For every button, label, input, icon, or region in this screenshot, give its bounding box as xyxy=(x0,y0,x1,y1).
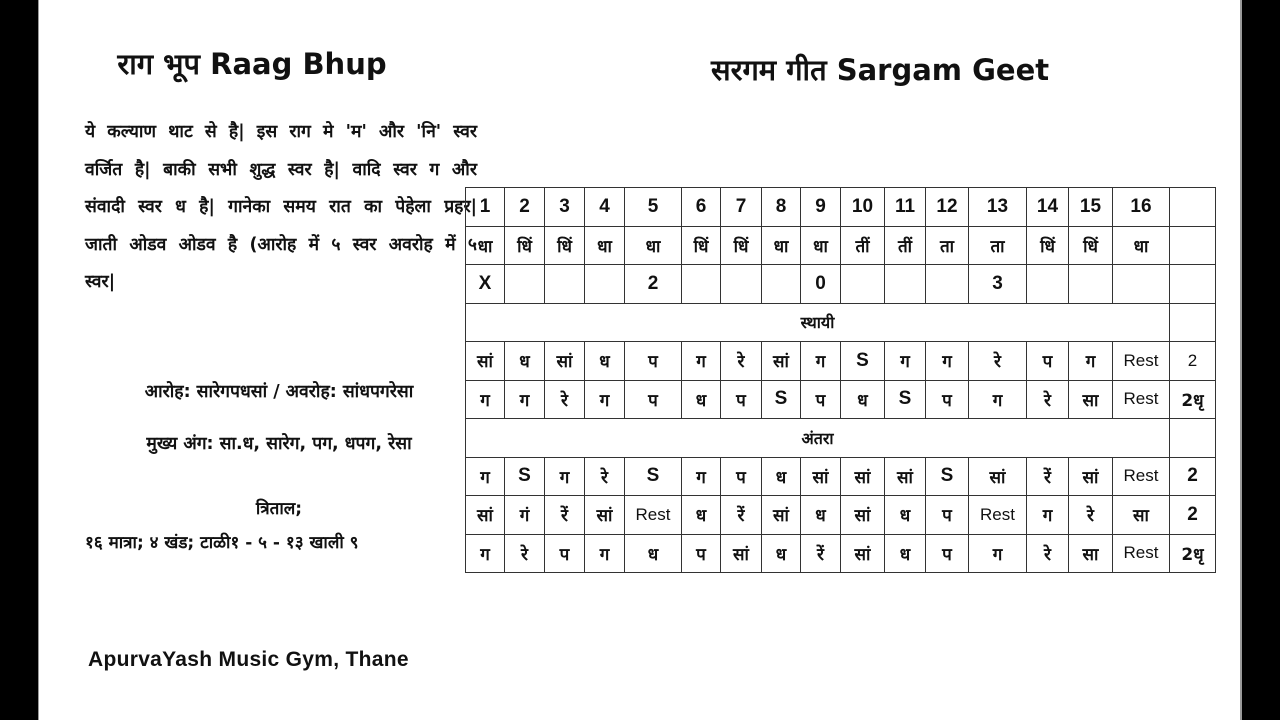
sargam-geet-title: सरगम गीत Sargam Geet xyxy=(711,53,1050,87)
antara-label: अंतरा xyxy=(466,419,1170,458)
mark-cell: 3 xyxy=(969,265,1027,304)
swar-cell: ध xyxy=(625,534,682,573)
tala-title: त्रिताल; xyxy=(255,499,303,519)
swar-cell: गं xyxy=(505,496,545,535)
beat-cell: 10 xyxy=(841,188,885,227)
antara-row xyxy=(466,457,1216,496)
beat-number-row xyxy=(466,188,1216,227)
bol-cell: धा xyxy=(466,226,505,265)
mark-cell: X xyxy=(466,265,505,304)
sthayi-row xyxy=(466,342,1216,381)
swar-cell: प xyxy=(625,380,682,419)
mark-cell xyxy=(762,265,801,304)
repeat-cell: 2धृ xyxy=(1170,380,1216,419)
swar-cell: S xyxy=(505,457,545,496)
bol-cell: ता xyxy=(969,226,1027,265)
swar-cell: प xyxy=(926,380,969,419)
beat-cell: 1 xyxy=(466,188,505,227)
swar-cell: सां xyxy=(969,457,1027,496)
mark-cell xyxy=(721,265,762,304)
bol-cell: धा xyxy=(801,226,841,265)
swar-cell: S xyxy=(841,342,885,381)
swar-cell: ग xyxy=(466,457,505,496)
swar-cell: ध xyxy=(682,380,721,419)
repeat-cell: 2 xyxy=(1170,457,1216,496)
mark-cell xyxy=(841,265,885,304)
swar-cell: प xyxy=(1027,342,1069,381)
beat-cell: 11 xyxy=(885,188,926,227)
swar-cell: प xyxy=(721,457,762,496)
tala-description: १६ मात्रा; ४ खंड; टाळी१ - ५ - १३ खाली ९ xyxy=(85,533,359,553)
swar-cell: Rest xyxy=(1113,342,1170,381)
tali-khali-row xyxy=(466,265,1216,304)
swar-cell: प xyxy=(926,534,969,573)
empty-cell xyxy=(1170,419,1216,458)
bol-cell: धा xyxy=(585,226,625,265)
swar-cell: ध xyxy=(585,342,625,381)
repeat-cell: 2धृ xyxy=(1170,534,1216,573)
mark-cell xyxy=(1113,265,1170,304)
swar-cell: प xyxy=(625,342,682,381)
beat-cell: 3 xyxy=(545,188,585,227)
swar-cell: ग xyxy=(1027,496,1069,535)
swar-cell: ध xyxy=(682,496,721,535)
swar-cell: Rest xyxy=(1113,457,1170,496)
swar-cell: ग xyxy=(682,457,721,496)
swar-cell: ग xyxy=(585,534,625,573)
swar-cell: रें xyxy=(545,496,585,535)
mark-cell xyxy=(926,265,969,304)
sthayi-row xyxy=(466,380,1216,419)
swar-cell: सां xyxy=(545,342,585,381)
antara-row xyxy=(466,496,1216,535)
swar-cell: ग xyxy=(969,380,1027,419)
bol-cell: धा xyxy=(1113,226,1170,265)
swar-cell: सां xyxy=(466,496,505,535)
beat-cell: 16 xyxy=(1113,188,1170,227)
swar-cell: प xyxy=(926,496,969,535)
swar-cell: ग xyxy=(466,380,505,419)
beat-cell: 5 xyxy=(625,188,682,227)
swar-cell: प xyxy=(545,534,585,573)
swar-cell: रे xyxy=(505,534,545,573)
antara-header-row xyxy=(466,419,1216,458)
swar-cell: सां xyxy=(762,496,801,535)
mark-cell: 0 xyxy=(801,265,841,304)
footer-credit: ApurvaYash Music Gym, Thane xyxy=(88,648,409,671)
swar-cell: ध xyxy=(885,496,926,535)
beat-cell: 12 xyxy=(926,188,969,227)
swar-cell: सा xyxy=(1069,380,1113,419)
swar-cell: सा xyxy=(1113,496,1170,535)
swar-cell: सां xyxy=(841,496,885,535)
swar-cell: रें xyxy=(801,534,841,573)
swar-cell: सां xyxy=(585,496,625,535)
raag-description: ये कल्याण थाट से है| इस राग मे 'म' और 'नि' स्वर वर्जित है| बाकी सभी शुद्ध स्वर है| वादि स्वर ग और संवादी स्वर ध है| गानेका समय रात का पेहेला प्रहर| जाती ओडव ओडव है (आरोह में ५ स्वर अवरोह में ५ स्वर| xyxy=(85,122,477,293)
swar-cell: सां xyxy=(885,457,926,496)
swar-cell: ग xyxy=(926,342,969,381)
swar-cell: ग xyxy=(801,342,841,381)
bol-cell: तीं xyxy=(841,226,885,265)
swar-cell: सां xyxy=(841,534,885,573)
swar-cell: Rest xyxy=(969,496,1027,535)
swar-cell: सां xyxy=(841,457,885,496)
swar-cell: ग xyxy=(466,534,505,573)
beat-cell: 2 xyxy=(505,188,545,227)
antara-row xyxy=(466,534,1216,573)
bol-cell xyxy=(1170,226,1216,265)
swar-cell: ग xyxy=(1069,342,1113,381)
swar-cell: S xyxy=(885,380,926,419)
bol-cell: ता xyxy=(926,226,969,265)
mark-cell xyxy=(1069,265,1113,304)
beat-cell: 7 xyxy=(721,188,762,227)
beat-cell: 9 xyxy=(801,188,841,227)
swar-cell: Rest xyxy=(1113,534,1170,573)
mark-cell xyxy=(1170,265,1216,304)
mark-cell xyxy=(545,265,585,304)
swar-cell: ग xyxy=(585,380,625,419)
beat-cell xyxy=(1170,188,1216,227)
beat-cell: 13 xyxy=(969,188,1027,227)
swar-cell: सां xyxy=(466,342,505,381)
swar-cell: सां xyxy=(762,342,801,381)
empty-cell xyxy=(1170,303,1216,342)
swar-cell: रे xyxy=(1027,380,1069,419)
swar-cell: ग xyxy=(545,457,585,496)
mark-cell xyxy=(1027,265,1069,304)
swar-cell: Rest xyxy=(1113,380,1170,419)
swar-cell: S xyxy=(926,457,969,496)
raag-title: राग भूप Raag Bhup xyxy=(117,47,387,81)
swar-cell: रें xyxy=(1027,457,1069,496)
sthayi-header-row xyxy=(466,303,1216,342)
swar-cell: ध xyxy=(885,534,926,573)
swar-cell: रे xyxy=(969,342,1027,381)
swar-cell: Rest xyxy=(625,496,682,535)
swar-cell: सां xyxy=(1069,457,1113,496)
beat-cell: 8 xyxy=(762,188,801,227)
swar-cell: प xyxy=(721,380,762,419)
mark-cell xyxy=(505,265,545,304)
swar-cell: रे xyxy=(721,342,762,381)
swar-cell: प xyxy=(801,380,841,419)
beat-cell: 6 xyxy=(682,188,721,227)
sthayi-label: स्थायी xyxy=(466,303,1170,342)
bol-cell: धिं xyxy=(545,226,585,265)
mark-cell xyxy=(585,265,625,304)
swar-cell: सां xyxy=(801,457,841,496)
bol-cell: तीं xyxy=(885,226,926,265)
bol-cell: धिं xyxy=(682,226,721,265)
swar-cell: ग xyxy=(682,342,721,381)
mukhya-ang: मुख्य अंग: सा.ध, सारेग, पग, धपग, रेसा xyxy=(146,434,412,454)
swar-cell: ध xyxy=(505,342,545,381)
swar-cell: ध xyxy=(762,534,801,573)
swar-cell: ध xyxy=(762,457,801,496)
beat-cell: 14 xyxy=(1027,188,1069,227)
swar-cell: रे xyxy=(1027,534,1069,573)
swar-cell: सां xyxy=(721,534,762,573)
swar-cell: ग xyxy=(505,380,545,419)
swar-cell: ध xyxy=(801,496,841,535)
swar-cell: प xyxy=(682,534,721,573)
swar-cell: S xyxy=(625,457,682,496)
aroh-avroh: आरोह: सारेगपधसां / अवरोह: सांधपगरेसा xyxy=(144,382,414,402)
bol-cell: धिं xyxy=(721,226,762,265)
mark-cell xyxy=(682,265,721,304)
swar-cell: ध xyxy=(841,380,885,419)
bol-cell: धा xyxy=(762,226,801,265)
mark-cell: 2 xyxy=(625,265,682,304)
beat-cell: 15 xyxy=(1069,188,1113,227)
bol-cell: धिं xyxy=(1069,226,1113,265)
mark-cell xyxy=(885,265,926,304)
swar-cell: रें xyxy=(721,496,762,535)
tabla-bol-row xyxy=(466,226,1216,265)
bol-cell: धा xyxy=(625,226,682,265)
swar-cell: रे xyxy=(545,380,585,419)
repeat-cell: 2 xyxy=(1170,342,1216,381)
repeat-cell: 2 xyxy=(1170,496,1216,535)
swar-cell: ग xyxy=(885,342,926,381)
swar-cell: रे xyxy=(1069,496,1113,535)
beat-cell: 4 xyxy=(585,188,625,227)
notation-table xyxy=(465,187,1216,573)
swar-cell: S xyxy=(762,380,801,419)
bol-cell: धिं xyxy=(1027,226,1069,265)
swar-cell: रे xyxy=(585,457,625,496)
swar-cell: ग xyxy=(969,534,1027,573)
bol-cell: धिं xyxy=(505,226,545,265)
swar-cell: सा xyxy=(1069,534,1113,573)
